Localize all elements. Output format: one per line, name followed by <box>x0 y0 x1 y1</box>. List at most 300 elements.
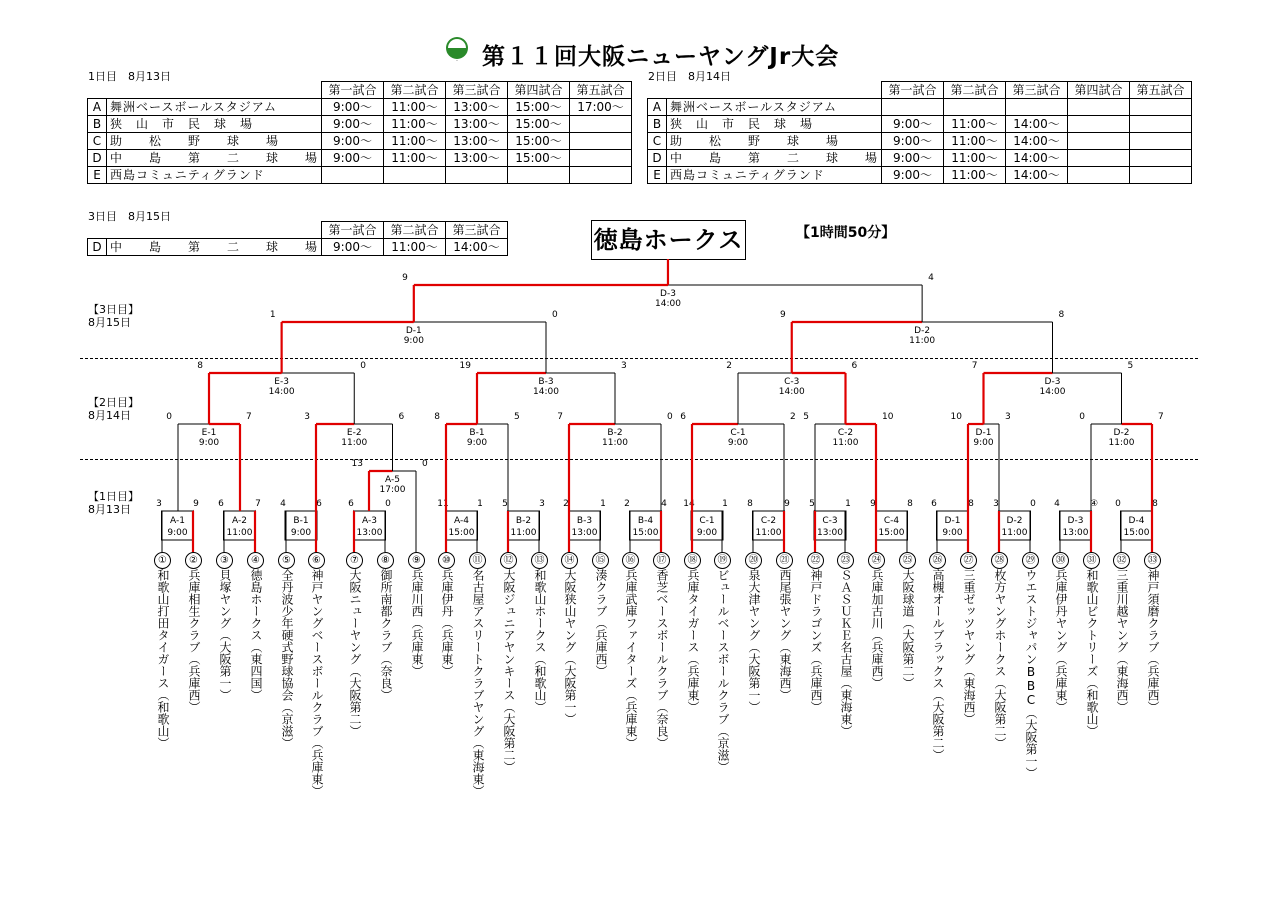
team-name <box>622 569 638 749</box>
team-name-text: 枚方ヤングホークス <box>993 569 1007 677</box>
game-id: D-1 <box>975 428 992 438</box>
team-number: ⑨ <box>408 552 425 569</box>
day2-header: 2日目 8月14日 <box>648 70 731 83</box>
team-name <box>745 569 761 713</box>
column-header: 第二試合 <box>384 222 446 239</box>
game-id: D-2 <box>1006 516 1023 526</box>
game-time-cell: 13:00～ <box>446 116 508 133</box>
game-time-cell: 14:00～ <box>1006 167 1068 184</box>
game-time-cell: 11:00～ <box>944 167 1006 184</box>
left-score: 5 <box>502 499 508 509</box>
team-region: （大阪第一） <box>218 629 232 701</box>
right-score: 1 <box>722 499 728 509</box>
venue-letter: C <box>88 133 107 150</box>
team-region: （奈良） <box>379 653 393 701</box>
day3-label-line2: 8月15日 <box>88 316 131 329</box>
left-score: 10 <box>950 412 962 422</box>
right-score: 6 <box>398 412 405 422</box>
team-name-text: 兵庫加古川 <box>870 569 884 629</box>
team-number: ⑧ <box>377 552 394 569</box>
team-name <box>684 569 700 713</box>
team-region: （兵庫西） <box>1146 653 1160 713</box>
team-name <box>438 569 454 677</box>
team-region: （大阪第二） <box>931 689 945 761</box>
team-region: （東海西） <box>778 641 792 701</box>
team-region: （兵庫東） <box>410 617 424 677</box>
team-name-text: 三重川越ヤング <box>1115 569 1129 653</box>
game-id: C-3 <box>784 377 800 387</box>
game-id: B-3 <box>576 516 593 526</box>
left-score: 3 <box>993 499 999 509</box>
team-region: （兵庫東） <box>624 689 638 749</box>
venue-name: 助 松 野 球 場 <box>107 133 322 150</box>
right-score: 6 <box>316 499 322 509</box>
day3-header: 3日目 8月15日 <box>88 210 171 223</box>
team-region: （和歌山） <box>156 689 170 749</box>
left-score: 11 <box>437 499 449 509</box>
venue-letter: A <box>648 99 667 116</box>
team-name-text: 兵庫伊丹 <box>440 569 454 617</box>
column-header: 第一試合 <box>322 222 384 239</box>
left-score: 2 <box>624 499 630 509</box>
team-number: ㉙ <box>1022 552 1039 569</box>
team-name <box>776 569 792 701</box>
game-time-cell: 11:00～ <box>384 239 446 256</box>
team-region: （兵庫東） <box>440 617 454 677</box>
venue-letter: E <box>648 167 667 184</box>
game-id: E-1 <box>201 428 217 438</box>
team-region: （東海東） <box>471 737 485 797</box>
column-header: 第三試合 <box>446 222 508 239</box>
team-number: ⑲ <box>714 552 731 569</box>
game-id: B-2 <box>515 516 532 526</box>
team-name <box>837 569 853 737</box>
left-score: 6 <box>931 499 937 509</box>
team-name-text: 神戸ヤングベースボールクラブ <box>310 569 324 737</box>
team-name-text: 兵庫伊丹ヤング <box>1054 569 1068 653</box>
team-name-text: ウエストジャパンBBC <box>1024 569 1038 707</box>
team-name <box>991 569 1007 749</box>
game-time: 15:00 <box>1123 528 1150 538</box>
game-time-cell: 11:00～ <box>944 116 1006 133</box>
venue-letter: E <box>88 167 107 184</box>
column-header: 第三試合 <box>1006 82 1068 99</box>
game-time-cell: 11:00～ <box>944 133 1006 150</box>
day1-header: 1日目 8月13日 <box>88 70 171 83</box>
team-name-text: 和歌山ビクトリーズ <box>1085 569 1099 677</box>
right-score: 2 <box>790 412 796 422</box>
team-name-text: 大阪ニューヤング <box>348 569 362 665</box>
team-name <box>1113 569 1129 713</box>
team-number: ⑫ <box>500 552 517 569</box>
game-id: D-2 <box>1113 428 1130 438</box>
team-name-text: 高槻オールブラックス <box>931 569 945 689</box>
team-name-text: ＳＡＳＵＫＥ名古屋 <box>839 569 853 677</box>
team-number: ⑤ <box>278 552 295 569</box>
team-number: ⑩ <box>438 552 455 569</box>
team-number: ⑳ <box>745 552 762 569</box>
team-name-text: 大阪球道 <box>901 569 915 617</box>
team-number: ⑪ <box>469 552 486 569</box>
game-time-cell: 14:00～ <box>446 239 508 256</box>
game-id: D-3 <box>1044 377 1061 387</box>
team-region: （大阪第二） <box>993 677 1007 749</box>
left-score: 7 <box>971 361 978 371</box>
venue-name: 狭 山 市 民 球 場 <box>667 116 882 133</box>
champion-box: 徳島ホークス <box>591 220 746 260</box>
team-name-text: 湊クラブ <box>594 569 608 617</box>
game-time-cell: 15:00～ <box>508 133 570 150</box>
game-time-cell: 15:00～ <box>508 99 570 116</box>
game-id: D-4 <box>1128 516 1145 526</box>
team-name-text: 御所南都クラブ <box>379 569 393 653</box>
team-number: ㉓ <box>837 552 854 569</box>
game-time-cell: 9:00～ <box>882 133 944 150</box>
game-time-cell: 11:00～ <box>384 116 446 133</box>
right-score: 3 <box>1005 412 1011 422</box>
game-time: 13:00 <box>1062 528 1089 538</box>
venue-name: 舞洲ベースボールスタジアム <box>667 99 882 116</box>
right-score: 8 <box>907 499 913 509</box>
svg-text:・: ・ <box>455 58 459 63</box>
left-score: 2 <box>563 499 569 509</box>
team-name-text: 名古屋アスリートクラブヤング <box>471 569 485 737</box>
team-name-text: ビュールベースボールクラブ <box>716 569 730 725</box>
game-time-cell: 9:00～ <box>322 239 384 256</box>
game-time-cell: 13:00～ <box>446 133 508 150</box>
right-score: ④ <box>1089 499 1099 509</box>
venue-letter: D <box>88 150 107 167</box>
venue-name: 中 島 第 二 球 場 <box>107 150 322 167</box>
venue-name: 助 松 野 球 場 <box>667 133 882 150</box>
team-name <box>247 569 263 701</box>
team-region: （兵庫西） <box>809 653 823 713</box>
right-score: 8 <box>1152 499 1158 509</box>
team-number: ㉝ <box>1144 552 1161 569</box>
left-score: 6 <box>680 412 686 422</box>
team-name-text: 神戸ドラゴンズ <box>809 569 823 653</box>
right-score: 10 <box>882 412 894 422</box>
venue-name: 西島コミュニティグランド <box>107 167 322 184</box>
team-name <box>185 569 201 713</box>
team-name-text: 大阪ジュニアヤンキース <box>502 569 516 701</box>
game-time: 9:00 <box>198 438 220 448</box>
right-score: 0 <box>360 361 366 371</box>
right-score: 7 <box>246 412 252 422</box>
game-time-cell: 9:00～ <box>882 116 944 133</box>
team-number: ㉚ <box>1052 552 1069 569</box>
team-region: （東四国） <box>249 641 263 701</box>
team-name <box>1144 569 1160 713</box>
team-name <box>561 569 577 725</box>
right-score: 4 <box>661 499 667 509</box>
team-name-text: 兵庫相生クラブ <box>187 569 201 653</box>
left-score: 7 <box>557 412 563 422</box>
team-region: （京滋） <box>716 725 730 773</box>
team-number: ㉛ <box>1083 552 1100 569</box>
day2-label-line1: 【2日目】 <box>88 396 139 409</box>
left-score: 19 <box>459 361 471 371</box>
team-name-text: 西尾張ヤング <box>778 569 792 641</box>
game-time: 14:00 <box>655 299 681 309</box>
day1-label-line2: 8月13日 <box>88 503 131 516</box>
team-number: ⑦ <box>346 552 363 569</box>
right-score: 6 <box>851 361 858 371</box>
game-time-cell: 9:00～ <box>322 150 384 167</box>
team-name-text: 兵庫タイガース <box>686 569 700 653</box>
team-number: ㉖ <box>929 552 946 569</box>
venue-name: 中 島 第 二 球 場 <box>107 239 322 256</box>
team-number: ① <box>154 552 171 569</box>
game-time: 11:00 <box>1108 438 1135 448</box>
day1-label-line1: 【1日目】 <box>88 490 139 503</box>
team-name-text: 神戸須磨クラブ <box>1146 569 1160 653</box>
team-region: （東海東） <box>839 677 853 737</box>
game-time: 15:00 <box>632 528 659 538</box>
game-time: 11:00 <box>341 438 368 448</box>
left-score: 9 <box>402 273 408 283</box>
team-name <box>531 569 547 713</box>
team-region: （大阪第二） <box>901 617 915 689</box>
game-time: 11:00 <box>755 528 782 538</box>
left-score: 0 <box>1079 412 1085 422</box>
column-header: 第三試合 <box>446 82 508 99</box>
team-region: （大阪第一） <box>563 653 577 725</box>
left-score: 5 <box>809 499 815 509</box>
venue-name: 西島コミュニティグランド <box>667 167 882 184</box>
left-score: 8 <box>434 412 440 422</box>
team-region: （大阪第一） <box>747 641 761 713</box>
team-region: （兵庫東） <box>1054 653 1068 713</box>
team-number: ㉘ <box>991 552 1008 569</box>
team-number: ㉗ <box>960 552 977 569</box>
team-name <box>592 569 608 677</box>
venue-letter: D <box>648 150 667 167</box>
game-id: D-3 <box>660 289 676 299</box>
team-name-text: 貝塚ヤング <box>218 569 232 629</box>
day3-label-line1: 【3日目】 <box>88 303 139 316</box>
right-score: 0 <box>552 310 558 320</box>
game-time: 9:00 <box>973 438 994 448</box>
game-id: C-2 <box>837 428 854 438</box>
team-region: （兵庫西） <box>594 617 608 677</box>
left-score: 1 <box>269 310 276 320</box>
team-number: ⑥ <box>308 552 325 569</box>
team-name <box>714 569 730 773</box>
team-region: （兵庫西） <box>187 653 201 713</box>
game-id: A-5 <box>385 475 400 485</box>
team-name <box>807 569 823 713</box>
game-time: 9:00 <box>403 336 424 346</box>
game-id: D-1 <box>405 326 422 336</box>
game-time-cell: 15:00～ <box>508 150 570 167</box>
left-score: 6 <box>218 499 224 509</box>
team-name-text: 徳島ホークス <box>249 569 263 641</box>
team-number: ㉒ <box>807 552 824 569</box>
team-number: ⑯ <box>622 552 639 569</box>
team-region: （和歌山） <box>533 653 547 713</box>
team-number: ④ <box>247 552 264 569</box>
left-score: 6 <box>348 499 354 509</box>
game-time-cell: 13:00～ <box>446 150 508 167</box>
game-id: B-1 <box>469 428 485 438</box>
game-id: B-2 <box>607 428 623 438</box>
left-score: 0 <box>1115 499 1121 509</box>
team-name-text: 全丹波少年硬式野球協会 <box>280 569 294 701</box>
left-score: 8 <box>197 361 203 371</box>
game-time: 14:00 <box>533 387 559 397</box>
game-time: 13:00 <box>817 528 843 538</box>
team-name-text: 兵庫武庫ファイターズ <box>624 569 638 689</box>
game-id: E-3 <box>274 377 289 387</box>
left-score: 14 <box>683 499 695 509</box>
left-score: 4 <box>280 499 286 509</box>
game-time: 9:00 <box>942 528 963 538</box>
game-time: 9:00 <box>466 438 488 448</box>
game-id: D-1 <box>944 516 961 526</box>
team-number: ③ <box>216 552 233 569</box>
game-time: 14:00 <box>1039 387 1066 397</box>
team-name-text: 泉大津ヤング <box>747 569 761 641</box>
game-time-cell: 14:00～ <box>1006 116 1068 133</box>
team-region: （大阪第二） <box>502 701 516 773</box>
game-time-cell: 9:00～ <box>322 99 384 116</box>
team-number: ㉔ <box>868 552 885 569</box>
page-title: 第１１回大阪ニューヤングJr大会 <box>482 44 840 70</box>
team-name <box>377 569 393 701</box>
game-id: E-2 <box>346 428 362 438</box>
column-header: 第四試合 <box>508 82 570 99</box>
team-name <box>278 569 294 749</box>
team-name-text: 大阪狭山ヤング <box>563 569 577 653</box>
venue-letter: C <box>648 133 667 150</box>
team-name-text: 香芝ベースボールクラブ <box>655 569 669 701</box>
team-number: ⑭ <box>561 552 578 569</box>
left-score: 8 <box>747 499 753 509</box>
game-id: A-3 <box>362 516 377 526</box>
team-region: （大阪第二） <box>348 665 362 737</box>
team-name-text: 和歌山ホークス <box>533 569 547 653</box>
game-id: C-1 <box>699 516 715 526</box>
team-name <box>1022 569 1038 779</box>
game-time-cell: 17:00～ <box>570 99 632 116</box>
left-score: 3 <box>156 499 162 509</box>
game-time: 15:00 <box>448 528 475 538</box>
team-name <box>500 569 516 773</box>
right-score: 8 <box>968 499 974 509</box>
venue-name: 狭 山 市 民 球 場 <box>107 116 322 133</box>
team-region: （東海西） <box>1115 653 1129 713</box>
right-score: 7 <box>255 499 261 509</box>
left-score: 0 <box>166 412 172 422</box>
right-score: 8 <box>1058 310 1065 320</box>
column-header: 第二試合 <box>384 82 446 99</box>
column-header: 第一試合 <box>322 82 384 99</box>
game-id: B-3 <box>538 377 554 387</box>
game-time: 13:00 <box>356 528 383 538</box>
team-region: （京滋） <box>280 701 294 749</box>
right-score: 5 <box>514 412 520 422</box>
team-name <box>899 569 915 689</box>
game-time: 9:00 <box>727 438 749 448</box>
game-id: A-4 <box>454 516 469 526</box>
game-time: 15:00 <box>878 528 905 538</box>
game-time-cell: 9:00～ <box>322 116 384 133</box>
game-time: 14:00 <box>268 387 295 397</box>
team-region: （兵庫東） <box>310 737 324 797</box>
team-name <box>929 569 945 761</box>
game-time-cell: 9:00～ <box>322 133 384 150</box>
game-time-cell: 14:00～ <box>1006 150 1068 167</box>
right-score: 1 <box>845 499 851 509</box>
team-name <box>216 569 232 701</box>
right-score: 0 <box>422 459 428 469</box>
team-name <box>469 569 485 797</box>
right-score: 5 <box>1127 361 1134 371</box>
team-region: （奈良） <box>655 701 669 749</box>
game-id: A-1 <box>170 516 185 526</box>
game-id: A-2 <box>232 516 247 526</box>
left-score: 2 <box>726 361 732 371</box>
column-header: 第四試合 <box>1068 82 1130 99</box>
left-score: 3 <box>304 412 310 422</box>
team-name <box>1052 569 1068 713</box>
team-number: ㉜ <box>1113 552 1130 569</box>
left-score: 9 <box>780 310 786 320</box>
game-time-cell: 11:00～ <box>384 150 446 167</box>
team-number: ⑱ <box>684 552 701 569</box>
game-time: 17:00 <box>379 485 406 495</box>
team-number: ㉕ <box>899 552 916 569</box>
right-score: 3 <box>621 361 627 371</box>
venue-letter: A <box>88 99 107 116</box>
team-name <box>308 569 324 797</box>
right-score: 9 <box>784 499 790 509</box>
team-region: （和歌山） <box>1085 677 1099 737</box>
game-time: 11:00 <box>909 336 936 346</box>
team-name <box>346 569 362 737</box>
team-name <box>868 569 884 689</box>
team-name <box>653 569 669 749</box>
team-name <box>154 569 170 749</box>
game-time: 9:00 <box>696 528 718 538</box>
right-score: 9 <box>193 499 199 509</box>
venue-letter: B <box>88 116 107 133</box>
game-id: C-2 <box>760 516 777 526</box>
column-header: 第一試合 <box>882 82 944 99</box>
game-id: D-2 <box>914 326 931 336</box>
game-time-cell: 9:00～ <box>882 167 944 184</box>
game-time: 11:00 <box>832 438 859 448</box>
game-time-cell: 15:00～ <box>508 116 570 133</box>
game-time-cell: 11:00～ <box>944 150 1006 167</box>
team-name <box>408 569 424 677</box>
venue-letter: D <box>88 239 107 256</box>
team-number: ② <box>185 552 202 569</box>
team-region: （東海西） <box>962 665 976 725</box>
game-time: 14:00 <box>778 387 805 397</box>
right-score: 0 <box>1030 499 1036 509</box>
game-id: B-4 <box>637 516 654 526</box>
team-region: （大阪第一） <box>1024 707 1038 779</box>
venue-name: 中 島 第 二 球 場 <box>667 150 882 167</box>
right-score: 1 <box>600 499 606 509</box>
game-id: B-1 <box>293 516 309 526</box>
team-name <box>960 569 976 725</box>
game-time-cell: 14:00～ <box>1006 133 1068 150</box>
team-number: ⑬ <box>531 552 548 569</box>
team-name-text: 和歌山打田タイガース <box>156 569 170 689</box>
